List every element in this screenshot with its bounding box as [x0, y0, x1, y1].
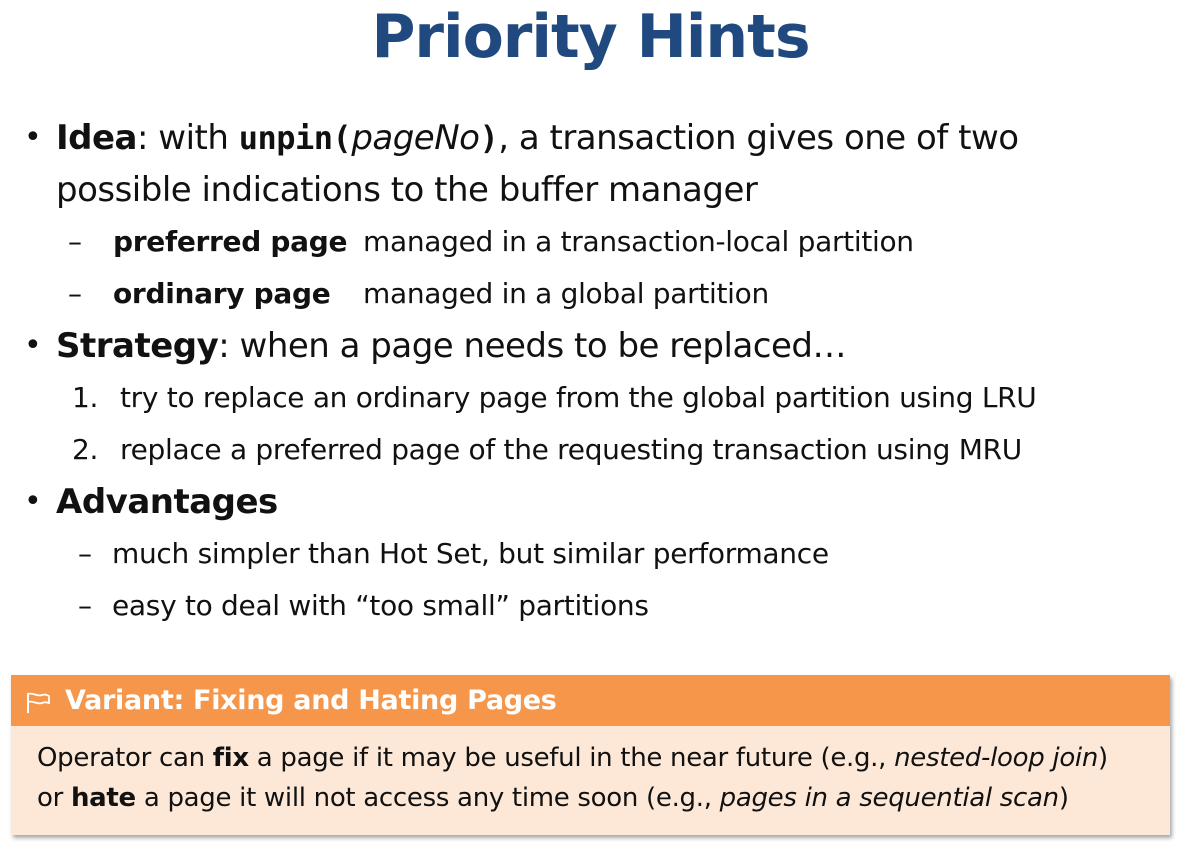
bullet-idea-label: Idea: [56, 118, 137, 158]
dash: –: [78, 537, 92, 570]
bullet-strategy-post: : when a page needs to be replaced…: [218, 326, 846, 366]
text: a page if it may be useful in the near future (e.g.,: [248, 743, 895, 773]
bullet-idea-post: , a transaction gives one of two possible indications to the buffer manager: [56, 118, 1019, 210]
bullet-advantages: [24, 476, 1164, 528]
code-arg: pageNo: [351, 118, 480, 158]
text: a page it will not access any time soon (e.g.,: [135, 783, 720, 813]
text: ): [1058, 783, 1069, 813]
term-preferred-page: preferred page: [113, 225, 348, 258]
bullet-strategy: [24, 320, 1164, 372]
item-text: much simpler than Hot Set, but similar performance: [112, 537, 829, 570]
bullet-dot: •: [24, 328, 42, 363]
term-fix: fix: [212, 743, 249, 773]
list-item: [24, 528, 1164, 580]
slide-content: [24, 112, 1164, 632]
list-item: [24, 216, 1164, 268]
desc-ordinary-page: managed in a global partition: [363, 277, 769, 310]
item-text: easy to deal with “too small” partitions: [112, 589, 649, 622]
bullet-idea: [24, 112, 1164, 216]
variant-box-title: Variant: Fixing and Hating Pages: [65, 685, 557, 716]
variant-box-header: [11, 675, 1170, 726]
code-close: ): [479, 119, 499, 157]
list-item: [24, 424, 1164, 476]
text: or: [37, 783, 71, 813]
list-item: [24, 580, 1164, 632]
variant-box-body: [11, 726, 1170, 818]
dash: –: [68, 225, 82, 258]
variant-line-2: [37, 778, 1170, 818]
item-text: try to replace an ordinary page from the global partition using LRU: [120, 381, 1037, 414]
dash: –: [78, 589, 92, 622]
dash: –: [68, 277, 82, 310]
desc-preferred-page: managed in a transaction-local partition: [363, 225, 914, 258]
bullet-idea-pre: : with: [137, 118, 239, 158]
bullet-dot: •: [24, 484, 42, 519]
variant-box: [11, 675, 1170, 835]
bullet-idea-text: [56, 112, 1164, 216]
item-number: 1.: [72, 381, 99, 414]
text: ): [1098, 743, 1108, 773]
slide-title: Priority Hints: [371, 2, 810, 72]
bullet-strategy-text: [56, 320, 1164, 372]
bullet-advantages-label: Advantages: [56, 482, 278, 522]
list-item: [24, 372, 1164, 424]
text: Operator can: [37, 743, 213, 773]
variant-line-1: [37, 738, 1170, 778]
bullet-dot: •: [24, 120, 42, 155]
example-sequential-scan: pages in a sequential scan: [719, 783, 1059, 813]
term-ordinary-page: ordinary page: [113, 277, 331, 310]
example-nested-loop-join: nested-loop join: [894, 743, 1099, 773]
list-item: [24, 268, 1164, 320]
flag-icon: [25, 690, 51, 712]
code-unpin: unpin(: [238, 119, 352, 157]
item-text: replace a preferred page of the requesting transaction using MRU: [120, 433, 1022, 466]
bullet-strategy-label: Strategy: [56, 326, 219, 366]
item-number: 2.: [72, 433, 99, 466]
term-hate: hate: [70, 783, 136, 813]
